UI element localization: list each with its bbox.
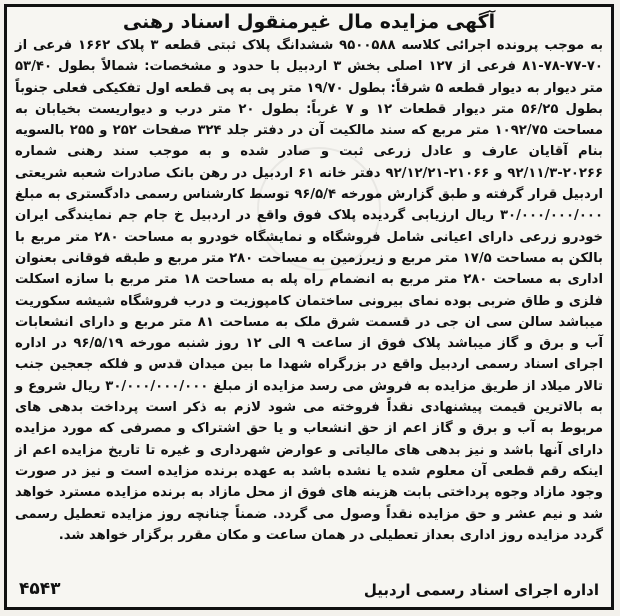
auction-notice bbox=[4, 4, 614, 610]
notice-code: ۴۵۴۳ bbox=[19, 579, 61, 599]
notice-title: آگهی مزایده مال غیرمنقول اسناد رهنی bbox=[122, 11, 496, 33]
issuing-office: اداره اجرای اسناد رسمی اردبیل bbox=[363, 581, 599, 599]
notice-body: به موجب پرونده اجرائی کلاسه ۹۵۰۰۵۸۸ ششدانگ پلاک ثبتی قطعه ۳ پلاک ۱۶۶۲ فرعی از ۷۰-۷۷-۷۸-۸۱ فرعی از ۱۲۷ اصلی بخش ۳ اردبیل با حدود و مشخصات: شمالاً بطول ۵۳/۴۰ متر دیوار به دیوار قطعه ۵ شرقاً: بطول ۱۹/۷۰ متر پی به پی قطعه اول تفکیکی فعلی جنوباً بطول ۵۶/۲۵ متر دیوار قطعات ۱۲ و ۷ غرباً: بطول ۲۰ متر درب و دیواریست بخیابان به مساحت ۱۰۹۲/۷۵ متر مربع که سند مالکیت آن در دفتر جلد ۳۲۴ صفحات ۲۵۲ و ۲۵۵ بالسویه بنام آقایان عارف و عادل زرعی ثبت و صادر شده و به موجب سند رهنی شماره ۲۰۲۶۶-۹۲/۱۱/۳ و ۲۱۰۶۶-۹۲/۱۲/۲۱ دفتر خانه ۶۱ اردبیل در رهن بانک صادرات شعبه شریعتی اردبیل قرار گرفته و طبق گزارش مورخه ۹۶/۵/۴ توسط کارشناس رسمی دادگستری به مبلغ ۳۰/۰۰۰/۰۰۰/۰۰۰ ریال ارزیابی گردیده پلاک فوق واقع در اردبیل خ جام جم نمایندگی ایران خودرو زرعی دارای اعیانی شامل فروشگاه و نمایشگاه خودرو به مساحت ۲۸۰ متر مربع با بالکن به مساحت ۱۷/۵ متر مربع و زیرزمین به مساحت ۲۸۰ متر مربع و طبقه فوقانی بعنوان اداری به مساحت ۲۸۰ متر مربع به انضمام راه پله به مساحت ۱۸ متر مربع با سازه اسکلت فلزی و طاق ضربی بوده نمای بیرونی ساختمان کامپوزیت و درب فروشگاه شیشه سکوریت میباشد سالن سی ان جی در قسمت شرق ملک به مساحت ۸۱ متر مربع و دارای انشعابات آب و برق و گاز میباشد پلاک فوق از ساعت ۹ الی ۱۲ روز شنبه مورخه ۹۶/۵/۱۹ در اداره اجرای اسناد رسمی اردبیل واقع در بزرگراه شهدا ما بین میدان قدس و فلکه جعجین جنب تالار میلاد از طریق مزایده به فروش می رسد مزایده از مبلغ ۳۰/۰۰۰/۰۰۰/۰۰۰ ریال شروع و به بالاترین قیمت پیشنهادی نقداً فروخته می شود لازم به ذکر است پرداخت بدهی های مربوط به آب و برق و گاز اعم از حق انشعاب و یا حق اشتراک و مصرفی که مورد مزایده دارای آنها باشد و نیز بدهی های مالیاتی و عوارض شهرداری و غیره تا تاریخ مزایده اعم از اینکه رقم قطعی آن معلوم شده یا نشده باشد به عهده برنده مزایده است و نیز در صورت وجود مازاد وجوه پرداختی بابت هزینه های فوق از محل مازاد به برنده مزایده مسترد خواهد شد و نیم عشر و حق مزایده نقداً وصول می گردد. ضمناً چنانچه روز مزایده تعطیل رسمی گردد مزایده روز اداری بعداز تعطیلی در همان ساعت و مکان مقرر برگزار خواهد شد. bbox=[15, 38, 604, 543]
notice-footer bbox=[15, 575, 603, 601]
